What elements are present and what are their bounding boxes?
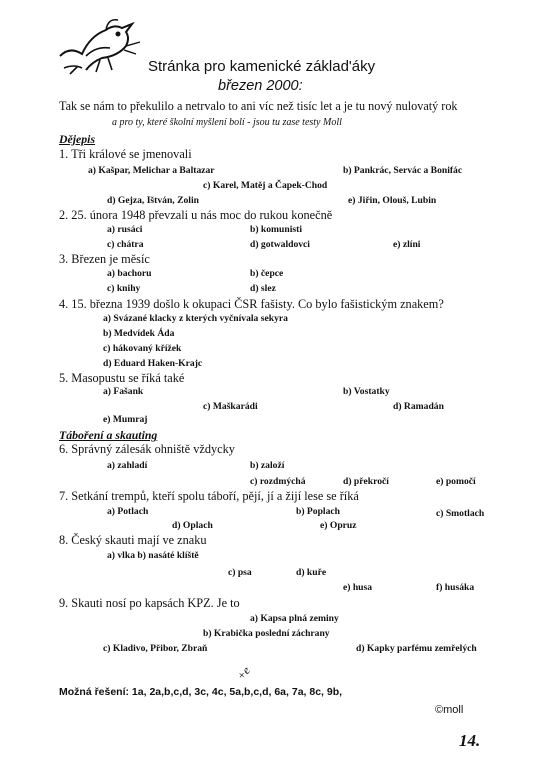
q9-option-d: d) Kapky parfému zemřelých xyxy=(356,643,477,654)
q5-option-d: d) Ramadán xyxy=(393,401,444,412)
question-4: 4. 15. března 1939 došlo k okupaci ČSR fašisty. Co bylo fašistickým znakem? xyxy=(59,297,444,311)
q3-option-a: a) bachoru xyxy=(107,268,152,279)
section-history: Dějepis xyxy=(59,132,96,146)
page-number: 14. xyxy=(459,731,481,750)
q4-option-c: c) hákovaný křížek xyxy=(103,343,182,354)
q6-option-d: d) překročí xyxy=(343,476,389,487)
q2-option-e: e) zlíni xyxy=(393,239,421,250)
q6-option-a: a) zahladí xyxy=(107,460,148,471)
handwritten-note: +e xyxy=(233,663,254,683)
question-3: 3. Březen je měsíc xyxy=(59,252,150,266)
q8-option-c: c) psa xyxy=(228,567,252,578)
q8-option-ab: a) vlka b) nasáté klíště xyxy=(107,550,199,561)
possible-solutions: Možná řešení: 1a, 2a,b,c,d, 3c, 4c, 5a,b,c,d, 6a, 7a, 8c, 9b, xyxy=(59,686,343,698)
question-2: 2. 25. února 1948 převzali u nás moc do rukou konečně xyxy=(59,208,333,222)
q2-option-d: d) gotwaldovci xyxy=(250,239,310,250)
q3-option-b: b) čepce xyxy=(250,268,284,279)
page-title: Stránka pro kamenické základ'áky xyxy=(148,58,376,75)
q7-option-b: b) Poplach xyxy=(296,506,340,517)
q8-option-d: d) kuře xyxy=(296,567,327,578)
page-subtitle: březen 2000: xyxy=(218,78,303,94)
question-5: 5. Masopustu se říká také xyxy=(59,371,185,385)
q4-option-b: b) Medvídek Áda xyxy=(103,328,175,339)
q1-option-d: d) Gejza, Ištván, Zolin xyxy=(107,195,199,206)
q4-option-a: a) Svázané klacky z kterých vyčnívala sekyra xyxy=(103,313,288,324)
q1-option-c: c) Karel, Matěj a Čapek-Chod xyxy=(203,180,328,191)
copyright: ©moll xyxy=(435,704,464,716)
q1-option-a: a) Kašpar, Melichar a Baltazar xyxy=(88,165,215,176)
q9-option-b: b) Krabička poslední záchrany xyxy=(203,628,330,639)
question-9: 9. Skauti nosí po kapsách KPZ. Je to xyxy=(59,596,240,610)
q2-option-b: b) komunisti xyxy=(250,224,302,235)
q5-option-a: a) Fašank xyxy=(103,386,144,397)
q6-option-c: c) rozdmýchá xyxy=(250,476,306,487)
intro-text: Tak se nám to překulilo a netrvalo to ani víc než tisíc let a je tu nový nulovatý rok xyxy=(59,99,458,113)
q5-option-e: e) Mumraj xyxy=(103,414,148,425)
bird-logo xyxy=(56,16,144,78)
q4-option-d: d) Eduard Haken-Krajc xyxy=(103,358,203,369)
question-7: 7. Setkání trempů, kteří spolu táboří, pějí, jí a žijí lese se říká xyxy=(59,489,359,503)
q7-option-c: c) Smotlach xyxy=(436,508,485,519)
q1-option-b: b) Pankrác, Servác a Bonifác xyxy=(343,165,463,176)
q1-option-e: e) Jiřin, Olouš, Lubin xyxy=(348,195,437,206)
q3-option-c: c) knihy xyxy=(107,283,141,294)
section-camping: Táboření a skauting xyxy=(59,428,158,442)
q5-option-c: c) Maškarádi xyxy=(203,401,258,412)
q2-option-a: a) rusáci xyxy=(107,224,143,235)
q2-option-c: c) chátra xyxy=(107,239,144,250)
q7-option-d: d) Oplach xyxy=(172,520,213,531)
q5-option-b: b) Vostatky xyxy=(343,386,390,397)
q7-option-a: a) Potlach xyxy=(107,506,149,517)
question-6: 6. Správný zálesák ohniště vždycky xyxy=(59,442,235,456)
question-8: 8. Český skauti mají ve znaku xyxy=(59,533,207,547)
q9-option-a: a) Kapsa plná zeminy xyxy=(250,613,339,624)
q7-option-e: e) Opruz xyxy=(320,520,357,531)
q6-option-e: e) pomočí xyxy=(436,476,476,487)
q8-option-f: f) husáka xyxy=(436,582,475,593)
q3-option-d: d) slez xyxy=(250,283,276,294)
intro-subtext: a pro ty, které školní myšlení bolí - jsou tu zase testy Moll xyxy=(112,117,342,128)
question-1: 1. Tři králové se jmenovali xyxy=(59,147,192,161)
q8-option-e: e) husa xyxy=(343,582,373,593)
q9-option-c: c) Kladivo, Přibor, Zbraň xyxy=(103,643,208,654)
q6-option-b: b) založí xyxy=(250,460,285,471)
